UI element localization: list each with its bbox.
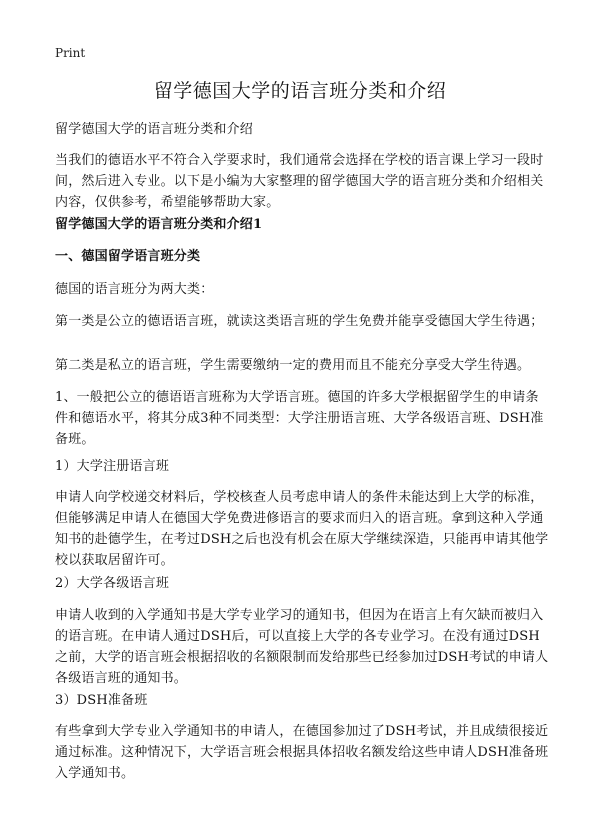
item1-body: 申请人向学校递交材料后，学校核查人员考虑申请人的条件未能达到上大学的标准，但能够满足申请人在德国大学免费进修语言的要求而归入的语言班。拿到这种入学通知书的赴德学生，在考过DSH之后也没有机会在原大学继续深造，只能再申请其他学校以获取居留许可。 <box>55 490 549 568</box>
item2-body: 申请人收到的入学通知书是大学专业学习的通知书，但因为在语言上有欠缺而被归入的语言班。在申请人通过DSH后，可以直接上大学的各专业学习。在没有通过DSH之前，大学的语言班会根据招收的名额限制而发给那些已经参加过DSH考试的申请人各级语言班的通知书。 <box>55 608 549 686</box>
sub-heading: 一、德国留学语言班分类 <box>55 249 201 264</box>
item1-heading: 1）大学注册语言班 <box>55 459 170 474</box>
item3-heading: 3）DSH准备班 <box>55 693 148 708</box>
second-type-paragraph: 第二类是私立的语言班，学生需要缴纳一定的费用而且不能充分享受大学生待遇。 <box>55 358 531 373</box>
first-type-paragraph: 第一类是公立的德语语言班，就读这类语言班的学生免费并能享受德国大学生待遇； <box>55 314 544 329</box>
types-paragraph: 德国的语言班分为两大类： <box>55 282 214 297</box>
item3-body: 有些拿到大学专业入学通知书的申请人，在德国参加过了DSH考试，并且成绩很接近通过标准。这种情况下，大学语言班会根据具体招收名额发给这些申请人DSH准备班入学通知书。 <box>55 724 549 781</box>
item2-heading: 2）大学各级语言班 <box>55 576 170 591</box>
document-subtitle: 留学德国大学的语言班分类和介绍 <box>55 122 254 137</box>
general-paragraph: 1、一般把公立的德语语言班称为大学语言班。德国的许多大学根据留学生的申请条件和德语水平，将其分成3种不同类型：大学注册语言班、大学各级语言班、DSH准备班。 <box>55 390 544 447</box>
print-label: Print <box>55 46 86 60</box>
document-title: 留学德国大学的语言班分类和介绍 <box>153 80 447 102</box>
section-heading: 留学德国大学的语言班分类和介绍1 <box>55 217 263 232</box>
intro-paragraph: 当我们的德语水平不符合入学要求时，我们通常会选择在学校的语言课上学习一段时间，然后进入专业。以下是小编为大家整理的留学德国大学的语言班分类和介绍相关内容，仅供参考，希望能够帮助大家。 <box>55 153 544 210</box>
